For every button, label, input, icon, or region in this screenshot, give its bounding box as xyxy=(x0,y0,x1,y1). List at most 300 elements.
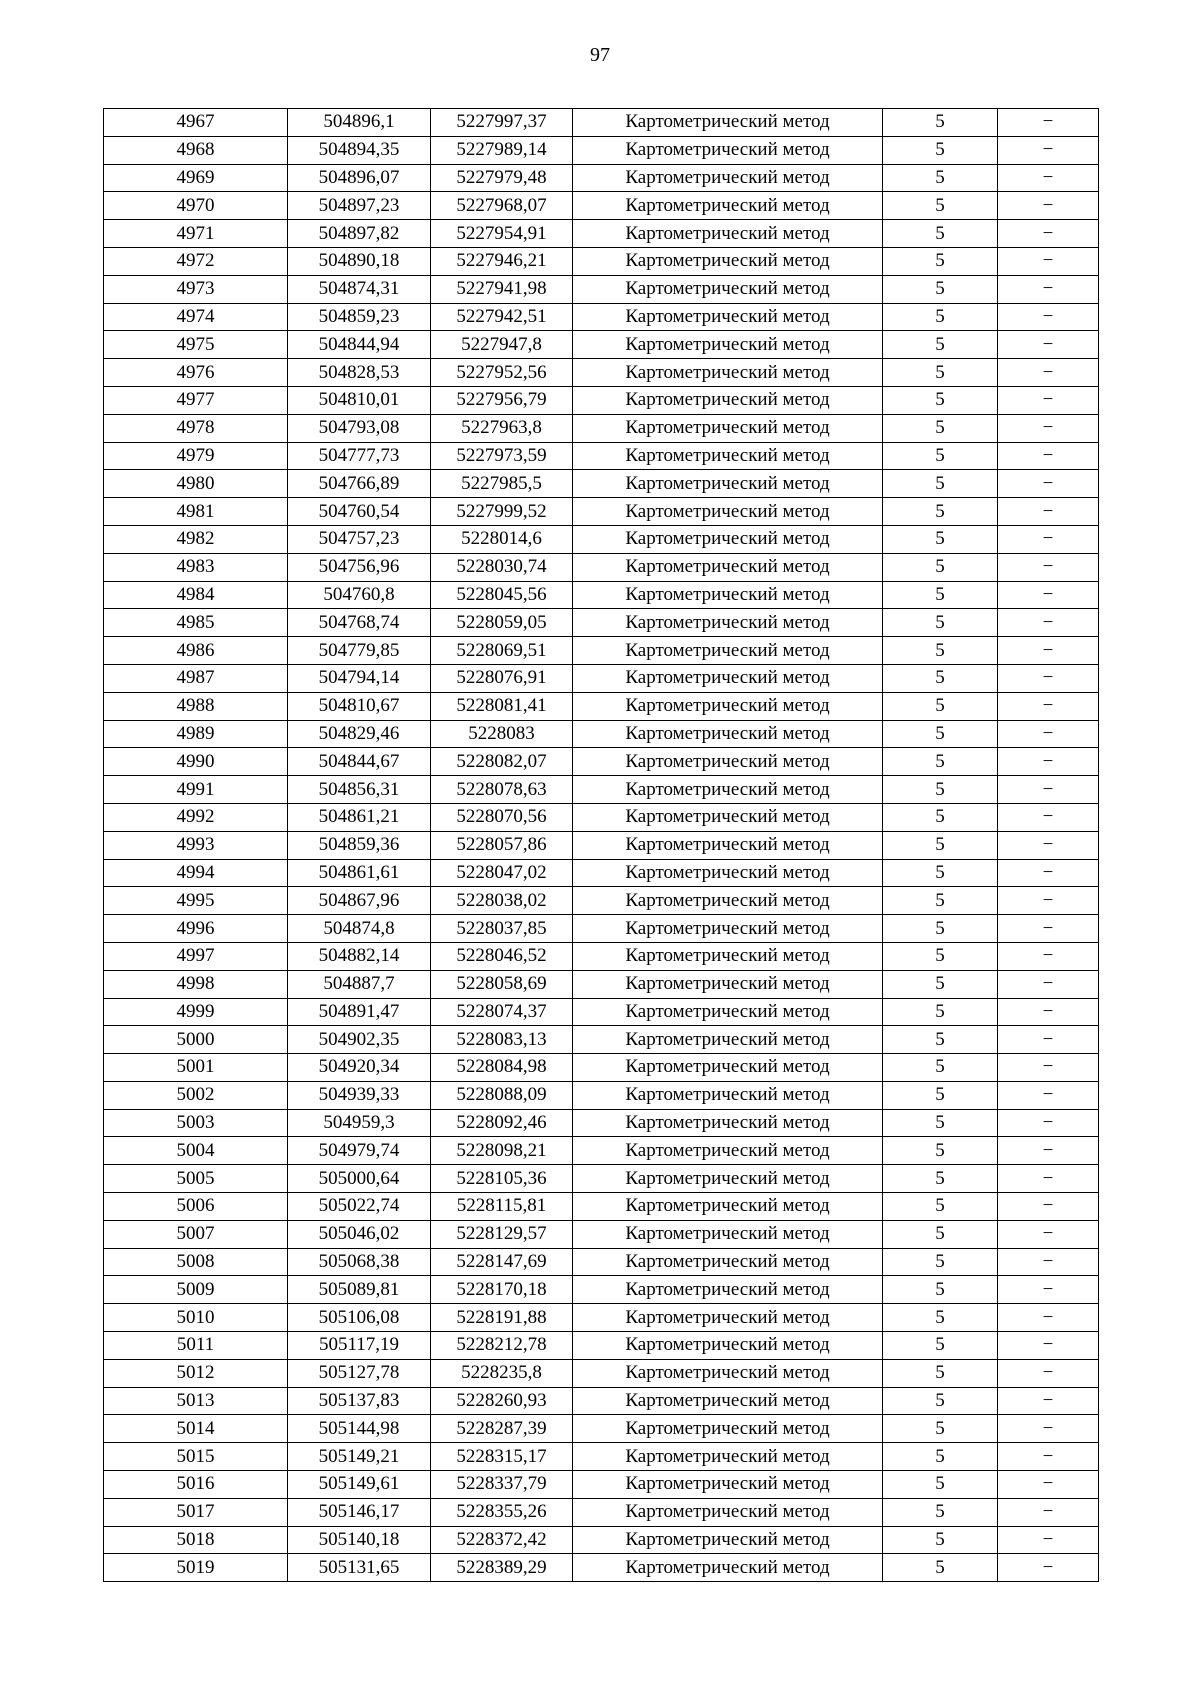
table-row xyxy=(104,1332,1099,1360)
y-coordinate-cell: 5228057,86 xyxy=(431,831,573,859)
description-cell: − xyxy=(998,1276,1099,1304)
x-coordinate-cell: 504766,89 xyxy=(288,470,431,498)
x-coordinate-cell: 504757,23 xyxy=(288,525,431,553)
accuracy-cell: 5 xyxy=(883,525,998,553)
method-cell: Картометрический метод xyxy=(573,748,883,776)
y-coordinate-cell: 5228038,02 xyxy=(431,887,573,915)
method-cell: Картометрический метод xyxy=(573,692,883,720)
x-coordinate-cell: 505149,21 xyxy=(288,1443,431,1471)
y-coordinate-cell: 5227954,91 xyxy=(431,220,573,248)
description-cell: − xyxy=(998,664,1099,692)
accuracy-cell: 5 xyxy=(883,776,998,804)
x-coordinate-cell: 504894,35 xyxy=(288,136,431,164)
method-cell: Картометрический метод xyxy=(573,192,883,220)
point-number-cell: 4969 xyxy=(104,164,288,192)
description-cell: − xyxy=(998,220,1099,248)
table-row xyxy=(104,164,1099,192)
description-cell: − xyxy=(998,164,1099,192)
point-number-cell: 4973 xyxy=(104,275,288,303)
method-cell: Картометрический метод xyxy=(573,859,883,887)
point-number-cell: 5019 xyxy=(104,1554,288,1582)
description-cell: − xyxy=(998,915,1099,943)
description-cell: − xyxy=(998,1471,1099,1499)
table-row xyxy=(104,748,1099,776)
table-row xyxy=(104,1220,1099,1248)
point-number-cell: 5000 xyxy=(104,1026,288,1054)
description-cell: − xyxy=(998,1137,1099,1165)
table-row xyxy=(104,1471,1099,1499)
description-cell: − xyxy=(998,1387,1099,1415)
x-coordinate-cell: 504810,67 xyxy=(288,692,431,720)
method-cell: Картометрический метод xyxy=(573,720,883,748)
point-number-cell: 4988 xyxy=(104,692,288,720)
accuracy-cell: 5 xyxy=(883,887,998,915)
table-row xyxy=(104,1443,1099,1471)
x-coordinate-cell: 504810,01 xyxy=(288,386,431,414)
accuracy-cell: 5 xyxy=(883,136,998,164)
x-coordinate-cell: 504897,23 xyxy=(288,192,431,220)
accuracy-cell: 5 xyxy=(883,998,998,1026)
accuracy-cell: 5 xyxy=(883,1276,998,1304)
point-number-cell: 5001 xyxy=(104,1054,288,1082)
description-cell: − xyxy=(998,498,1099,526)
point-number-cell: 4983 xyxy=(104,553,288,581)
y-coordinate-cell: 5228047,02 xyxy=(431,859,573,887)
method-cell: Картометрический метод xyxy=(573,942,883,970)
method-cell: Картометрический метод xyxy=(573,220,883,248)
table-row xyxy=(104,553,1099,581)
x-coordinate-cell: 504844,94 xyxy=(288,331,431,359)
point-number-cell: 4991 xyxy=(104,776,288,804)
description-cell: − xyxy=(998,1359,1099,1387)
description-cell: − xyxy=(998,1304,1099,1332)
x-coordinate-cell: 504793,08 xyxy=(288,414,431,442)
method-cell: Картометрический метод xyxy=(573,970,883,998)
accuracy-cell: 5 xyxy=(883,1443,998,1471)
y-coordinate-cell: 5228092,46 xyxy=(431,1109,573,1137)
method-cell: Картометрический метод xyxy=(573,1498,883,1526)
table-row xyxy=(104,1109,1099,1137)
accuracy-cell: 5 xyxy=(883,1220,998,1248)
y-coordinate-cell: 5227997,37 xyxy=(431,109,573,137)
method-cell: Картометрический метод xyxy=(573,303,883,331)
table-row xyxy=(104,692,1099,720)
accuracy-cell: 5 xyxy=(883,831,998,859)
coordinates-table xyxy=(103,108,1099,1582)
method-cell: Картометрический метод xyxy=(573,581,883,609)
accuracy-cell: 5 xyxy=(883,386,998,414)
point-number-cell: 4978 xyxy=(104,414,288,442)
table-row xyxy=(104,1248,1099,1276)
x-coordinate-cell: 504756,96 xyxy=(288,553,431,581)
method-cell: Картометрический метод xyxy=(573,637,883,665)
x-coordinate-cell: 505022,74 xyxy=(288,1193,431,1221)
table-row xyxy=(104,859,1099,887)
point-number-cell: 5004 xyxy=(104,1137,288,1165)
description-cell: − xyxy=(998,581,1099,609)
method-cell: Картометрический метод xyxy=(573,414,883,442)
y-coordinate-cell: 5227968,07 xyxy=(431,192,573,220)
accuracy-cell: 5 xyxy=(883,220,998,248)
method-cell: Картометрический метод xyxy=(573,1054,883,1082)
accuracy-cell: 5 xyxy=(883,1526,998,1554)
accuracy-cell: 5 xyxy=(883,970,998,998)
x-coordinate-cell: 504856,31 xyxy=(288,776,431,804)
y-coordinate-cell: 5228191,88 xyxy=(431,1304,573,1332)
method-cell: Картометрический метод xyxy=(573,1248,883,1276)
accuracy-cell: 5 xyxy=(883,414,998,442)
x-coordinate-cell: 505089,81 xyxy=(288,1276,431,1304)
point-number-cell: 4998 xyxy=(104,970,288,998)
accuracy-cell: 5 xyxy=(883,1081,998,1109)
y-coordinate-cell: 5228105,36 xyxy=(431,1165,573,1193)
table-row xyxy=(104,1165,1099,1193)
description-cell: − xyxy=(998,1248,1099,1276)
table-row xyxy=(104,247,1099,275)
point-number-cell: 5012 xyxy=(104,1359,288,1387)
accuracy-cell: 5 xyxy=(883,1554,998,1582)
x-coordinate-cell: 504887,7 xyxy=(288,970,431,998)
accuracy-cell: 5 xyxy=(883,637,998,665)
x-coordinate-cell: 505149,61 xyxy=(288,1471,431,1499)
table-row xyxy=(104,414,1099,442)
description-cell: − xyxy=(998,637,1099,665)
accuracy-cell: 5 xyxy=(883,1054,998,1082)
table-row xyxy=(104,1276,1099,1304)
description-cell: − xyxy=(998,1109,1099,1137)
method-cell: Картометрический метод xyxy=(573,525,883,553)
y-coordinate-cell: 5228045,56 xyxy=(431,581,573,609)
table-row xyxy=(104,470,1099,498)
method-cell: Картометрический метод xyxy=(573,664,883,692)
table-row xyxy=(104,359,1099,387)
y-coordinate-cell: 5228287,39 xyxy=(431,1415,573,1443)
table-row xyxy=(104,720,1099,748)
table-row xyxy=(104,664,1099,692)
y-coordinate-cell: 5228081,41 xyxy=(431,692,573,720)
table-row xyxy=(104,970,1099,998)
y-coordinate-cell: 5228129,57 xyxy=(431,1220,573,1248)
description-cell: − xyxy=(998,414,1099,442)
y-coordinate-cell: 5228082,07 xyxy=(431,748,573,776)
point-number-cell: 4971 xyxy=(104,220,288,248)
description-cell: − xyxy=(998,442,1099,470)
x-coordinate-cell: 505140,18 xyxy=(288,1526,431,1554)
method-cell: Картометрический метод xyxy=(573,1359,883,1387)
table-row xyxy=(104,498,1099,526)
y-coordinate-cell: 5228260,93 xyxy=(431,1387,573,1415)
method-cell: Картометрический метод xyxy=(573,609,883,637)
y-coordinate-cell: 5228078,63 xyxy=(431,776,573,804)
y-coordinate-cell: 5228235,8 xyxy=(431,1359,573,1387)
table-row xyxy=(104,1359,1099,1387)
y-coordinate-cell: 5228058,69 xyxy=(431,970,573,998)
point-number-cell: 4975 xyxy=(104,331,288,359)
method-cell: Картометрический метод xyxy=(573,1220,883,1248)
x-coordinate-cell: 504891,47 xyxy=(288,998,431,1026)
y-coordinate-cell: 5227989,14 xyxy=(431,136,573,164)
accuracy-cell: 5 xyxy=(883,1332,998,1360)
accuracy-cell: 5 xyxy=(883,109,998,137)
description-cell: − xyxy=(998,553,1099,581)
method-cell: Картометрический метод xyxy=(573,1443,883,1471)
accuracy-cell: 5 xyxy=(883,720,998,748)
table-row xyxy=(104,776,1099,804)
x-coordinate-cell: 504768,74 xyxy=(288,609,431,637)
accuracy-cell: 5 xyxy=(883,164,998,192)
table-row xyxy=(104,275,1099,303)
description-cell: − xyxy=(998,720,1099,748)
y-coordinate-cell: 5228037,85 xyxy=(431,915,573,943)
y-coordinate-cell: 5228115,81 xyxy=(431,1193,573,1221)
y-coordinate-cell: 5227999,52 xyxy=(431,498,573,526)
table-row xyxy=(104,525,1099,553)
x-coordinate-cell: 504979,74 xyxy=(288,1137,431,1165)
x-coordinate-cell: 504902,35 xyxy=(288,1026,431,1054)
point-number-cell: 4974 xyxy=(104,303,288,331)
description-cell: − xyxy=(998,692,1099,720)
point-number-cell: 5011 xyxy=(104,1332,288,1360)
x-coordinate-cell: 504874,31 xyxy=(288,275,431,303)
table-row xyxy=(104,887,1099,915)
point-number-cell: 4981 xyxy=(104,498,288,526)
table-row xyxy=(104,581,1099,609)
accuracy-cell: 5 xyxy=(883,553,998,581)
accuracy-cell: 5 xyxy=(883,1498,998,1526)
method-cell: Картометрический метод xyxy=(573,1026,883,1054)
point-number-cell: 5003 xyxy=(104,1109,288,1137)
method-cell: Картометрический метод xyxy=(573,164,883,192)
accuracy-cell: 5 xyxy=(883,192,998,220)
accuracy-cell: 5 xyxy=(883,498,998,526)
x-coordinate-cell: 504959,3 xyxy=(288,1109,431,1137)
point-number-cell: 4989 xyxy=(104,720,288,748)
description-cell: − xyxy=(998,1332,1099,1360)
table-row xyxy=(104,1415,1099,1443)
point-number-cell: 4997 xyxy=(104,942,288,970)
method-cell: Картометрический метод xyxy=(573,1165,883,1193)
x-coordinate-cell: 504859,36 xyxy=(288,831,431,859)
x-coordinate-cell: 504794,14 xyxy=(288,664,431,692)
table-row xyxy=(104,220,1099,248)
table-row xyxy=(104,831,1099,859)
accuracy-cell: 5 xyxy=(883,1415,998,1443)
point-number-cell: 5017 xyxy=(104,1498,288,1526)
table-row xyxy=(104,998,1099,1026)
table-row xyxy=(104,1137,1099,1165)
method-cell: Картометрический метод xyxy=(573,109,883,137)
point-number-cell: 4984 xyxy=(104,581,288,609)
method-cell: Картометрический метод xyxy=(573,498,883,526)
y-coordinate-cell: 5228083,13 xyxy=(431,1026,573,1054)
y-coordinate-cell: 5228315,17 xyxy=(431,1443,573,1471)
table-row xyxy=(104,136,1099,164)
y-coordinate-cell: 5228014,6 xyxy=(431,525,573,553)
table-row xyxy=(104,303,1099,331)
point-number-cell: 4990 xyxy=(104,748,288,776)
accuracy-cell: 5 xyxy=(883,581,998,609)
accuracy-cell: 5 xyxy=(883,275,998,303)
table-row xyxy=(104,192,1099,220)
x-coordinate-cell: 505117,19 xyxy=(288,1332,431,1360)
description-cell: − xyxy=(998,970,1099,998)
point-number-cell: 5002 xyxy=(104,1081,288,1109)
accuracy-cell: 5 xyxy=(883,942,998,970)
x-coordinate-cell: 504844,67 xyxy=(288,748,431,776)
method-cell: Картометрический метод xyxy=(573,776,883,804)
x-coordinate-cell: 504874,8 xyxy=(288,915,431,943)
table-row xyxy=(104,1081,1099,1109)
y-coordinate-cell: 5228069,51 xyxy=(431,637,573,665)
point-number-cell: 4982 xyxy=(104,525,288,553)
point-number-cell: 5014 xyxy=(104,1415,288,1443)
description-cell: − xyxy=(998,1220,1099,1248)
method-cell: Картометрический метод xyxy=(573,831,883,859)
method-cell: Картометрический метод xyxy=(573,136,883,164)
y-coordinate-cell: 5228147,69 xyxy=(431,1248,573,1276)
point-number-cell: 4996 xyxy=(104,915,288,943)
table-row xyxy=(104,1554,1099,1582)
description-cell: − xyxy=(998,386,1099,414)
x-coordinate-cell: 504779,85 xyxy=(288,637,431,665)
x-coordinate-cell: 504890,18 xyxy=(288,247,431,275)
description-cell: − xyxy=(998,1081,1099,1109)
y-coordinate-cell: 5227941,98 xyxy=(431,275,573,303)
method-cell: Картометрический метод xyxy=(573,1554,883,1582)
accuracy-cell: 5 xyxy=(883,1248,998,1276)
accuracy-cell: 5 xyxy=(883,359,998,387)
y-coordinate-cell: 5228074,37 xyxy=(431,998,573,1026)
method-cell: Картометрический метод xyxy=(573,1471,883,1499)
y-coordinate-cell: 5227952,56 xyxy=(431,359,573,387)
accuracy-cell: 5 xyxy=(883,1026,998,1054)
point-number-cell: 5016 xyxy=(104,1471,288,1499)
description-cell: − xyxy=(998,275,1099,303)
method-cell: Картометрический метод xyxy=(573,331,883,359)
x-coordinate-cell: 505127,78 xyxy=(288,1359,431,1387)
table-row xyxy=(104,1026,1099,1054)
page-number: 97 xyxy=(590,44,610,66)
accuracy-cell: 5 xyxy=(883,1304,998,1332)
description-cell: − xyxy=(998,470,1099,498)
y-coordinate-cell: 5228372,42 xyxy=(431,1526,573,1554)
coordinates-table-body xyxy=(104,109,1099,1582)
accuracy-cell: 5 xyxy=(883,247,998,275)
x-coordinate-cell: 504882,14 xyxy=(288,942,431,970)
y-coordinate-cell: 5228170,18 xyxy=(431,1276,573,1304)
y-coordinate-cell: 5228083 xyxy=(431,720,573,748)
accuracy-cell: 5 xyxy=(883,803,998,831)
description-cell: − xyxy=(998,247,1099,275)
y-coordinate-cell: 5228212,78 xyxy=(431,1332,573,1360)
y-coordinate-cell: 5228076,91 xyxy=(431,664,573,692)
table-row xyxy=(104,1304,1099,1332)
y-coordinate-cell: 5227985,5 xyxy=(431,470,573,498)
point-number-cell: 4995 xyxy=(104,887,288,915)
y-coordinate-cell: 5228355,26 xyxy=(431,1498,573,1526)
point-number-cell: 5010 xyxy=(104,1304,288,1332)
description-cell: − xyxy=(998,136,1099,164)
description-cell: − xyxy=(998,831,1099,859)
accuracy-cell: 5 xyxy=(883,1471,998,1499)
point-number-cell: 4992 xyxy=(104,803,288,831)
y-coordinate-cell: 5228337,79 xyxy=(431,1471,573,1499)
y-coordinate-cell: 5228030,74 xyxy=(431,553,573,581)
description-cell: − xyxy=(998,109,1099,137)
point-number-cell: 4967 xyxy=(104,109,288,137)
point-number-cell: 4980 xyxy=(104,470,288,498)
accuracy-cell: 5 xyxy=(883,1137,998,1165)
table-row xyxy=(104,109,1099,137)
y-coordinate-cell: 5227963,8 xyxy=(431,414,573,442)
method-cell: Картометрический метод xyxy=(573,1415,883,1443)
accuracy-cell: 5 xyxy=(883,664,998,692)
description-cell: − xyxy=(998,1443,1099,1471)
x-coordinate-cell: 505106,08 xyxy=(288,1304,431,1332)
table-row xyxy=(104,1498,1099,1526)
point-number-cell: 4968 xyxy=(104,136,288,164)
method-cell: Картометрический метод xyxy=(573,1304,883,1332)
y-coordinate-cell: 5227946,21 xyxy=(431,247,573,275)
description-cell: − xyxy=(998,1193,1099,1221)
point-number-cell: 5005 xyxy=(104,1165,288,1193)
method-cell: Картометрический метод xyxy=(573,247,883,275)
x-coordinate-cell: 504897,82 xyxy=(288,220,431,248)
y-coordinate-cell: 5228098,21 xyxy=(431,1137,573,1165)
x-coordinate-cell: 504828,53 xyxy=(288,359,431,387)
accuracy-cell: 5 xyxy=(883,609,998,637)
method-cell: Картометрический метод xyxy=(573,1332,883,1360)
description-cell: − xyxy=(998,998,1099,1026)
table-row xyxy=(104,942,1099,970)
y-coordinate-cell: 5228070,56 xyxy=(431,803,573,831)
point-number-cell: 4972 xyxy=(104,247,288,275)
description-cell: − xyxy=(998,1415,1099,1443)
description-cell: − xyxy=(998,1498,1099,1526)
point-number-cell: 5009 xyxy=(104,1276,288,1304)
accuracy-cell: 5 xyxy=(883,470,998,498)
method-cell: Картометрический метод xyxy=(573,359,883,387)
table-row xyxy=(104,609,1099,637)
table-row xyxy=(104,331,1099,359)
description-cell: − xyxy=(998,1026,1099,1054)
description-cell: − xyxy=(998,859,1099,887)
method-cell: Картометрический метод xyxy=(573,553,883,581)
accuracy-cell: 5 xyxy=(883,303,998,331)
y-coordinate-cell: 5228059,05 xyxy=(431,609,573,637)
accuracy-cell: 5 xyxy=(883,1387,998,1415)
y-coordinate-cell: 5228389,29 xyxy=(431,1554,573,1582)
accuracy-cell: 5 xyxy=(883,859,998,887)
description-cell: − xyxy=(998,1165,1099,1193)
method-cell: Картометрический метод xyxy=(573,803,883,831)
y-coordinate-cell: 5228084,98 xyxy=(431,1054,573,1082)
table-row xyxy=(104,803,1099,831)
x-coordinate-cell: 504829,46 xyxy=(288,720,431,748)
table-row xyxy=(104,442,1099,470)
point-number-cell: 4986 xyxy=(104,637,288,665)
description-cell: − xyxy=(998,1526,1099,1554)
point-number-cell: 4979 xyxy=(104,442,288,470)
method-cell: Картометрический метод xyxy=(573,1109,883,1137)
point-number-cell: 5018 xyxy=(104,1526,288,1554)
table-row xyxy=(104,637,1099,665)
y-coordinate-cell: 5227947,8 xyxy=(431,331,573,359)
description-cell: − xyxy=(998,803,1099,831)
x-coordinate-cell: 504939,33 xyxy=(288,1081,431,1109)
method-cell: Картометрический метод xyxy=(573,1387,883,1415)
accuracy-cell: 5 xyxy=(883,1193,998,1221)
